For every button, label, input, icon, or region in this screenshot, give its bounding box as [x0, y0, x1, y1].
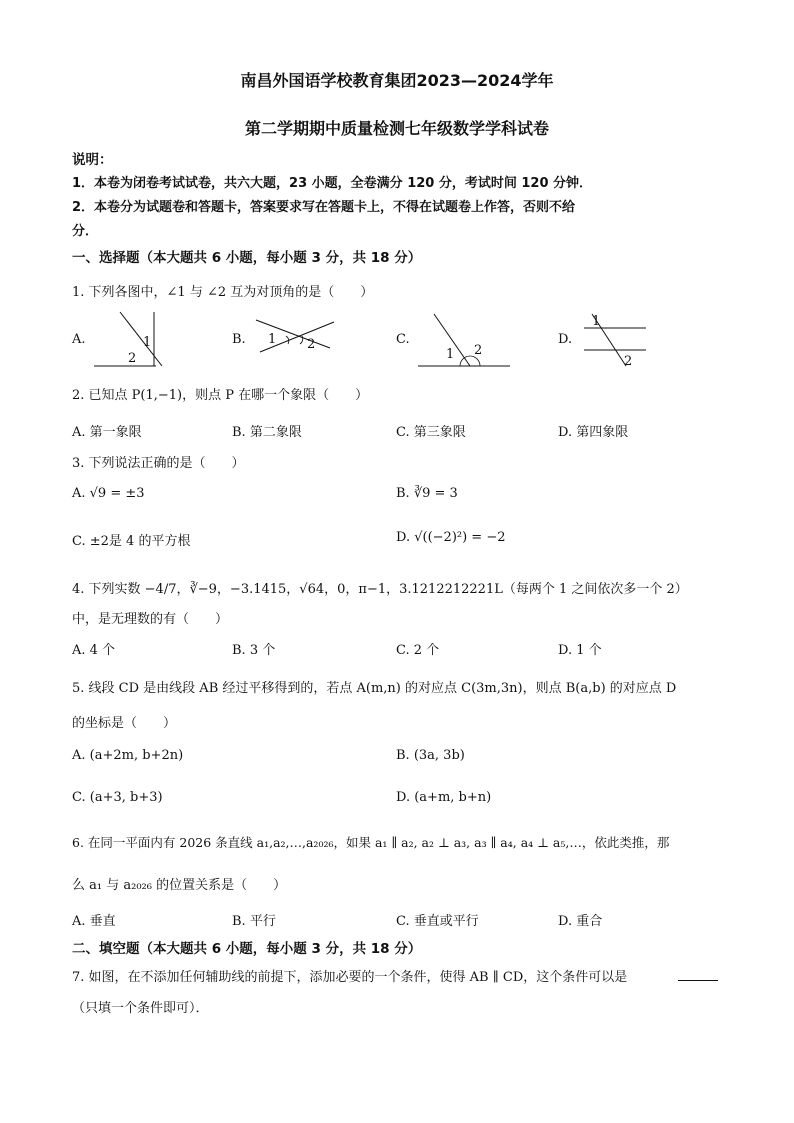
q6-option-b: B. 平行 [232, 914, 276, 929]
q1-a-angle-1: 1 [143, 335, 152, 350]
q7-stem: 7. 如图，在不添加任何辅助线的前提下，添加必要的一个条件，使得 AB ∥ CD，这个条件可以是 [72, 970, 628, 985]
q3-option-b: B. ∛9 = 3 [396, 486, 458, 501]
q4-option-b: B. 3 个 [232, 643, 276, 658]
section-2-heading: 二、填空题（本大题共 6 小题，每小题 3 分，共 18 分） [72, 941, 422, 957]
q2-option-c: C. 第三象限 [396, 425, 466, 440]
q1-figure-d [578, 308, 650, 372]
notes-item-1: 1．本卷为闭卷考试试卷，共六大题，23 小题，全卷满分 120 分，考试时间 120 分钟． [72, 176, 593, 191]
q6-option-d: D. 重合 [558, 914, 603, 929]
q2-option-a: A. 第一象限 [72, 425, 142, 440]
q4-option-a: A. 4 个 [72, 643, 116, 658]
q1-a-angle-2: 2 [128, 351, 137, 366]
q1-d-angle-1: 1 [592, 314, 601, 329]
q4-stem-cont: 中，是无理数的有（ ） [72, 612, 229, 627]
q3-option-a: A. √9 = ±3 [72, 486, 145, 501]
notes-label: 说明： [72, 152, 113, 168]
q1-stem: 1. 下列各图中，∠1 与 ∠2 互为对顶角的是（ ） [72, 285, 374, 300]
q4-option-c: C. 2 个 [396, 643, 440, 658]
q1-option-c-label: C. [396, 332, 410, 347]
q1-c-angle-1: 1 [446, 347, 455, 362]
q2-stem: 2. 已知点 P(1,−1)，则点 P 在哪一个象限（ ） [72, 388, 369, 403]
title-line-1: 南昌外国语学校教育集团2023—2024学年 [240, 71, 554, 90]
q5-stem: 5. 线段 CD 是由线段 AB 经过平移得到的，若点 A(m,n) 的对应点 C(3m,3n)，则点 B(a,b) 的对应点 D [72, 681, 677, 696]
q5-option-a: A. (a+2m, b+2n) [72, 748, 184, 763]
q1-figure-a [88, 308, 168, 372]
q1-option-a-label: A. [72, 332, 86, 347]
q5-option-c: C. (a+3, b+3) [72, 790, 163, 805]
q6-stem-cont: 么 a₁ 与 a₂₀₂₆ 的位置关系是（ ） [72, 878, 287, 893]
q1-figure-b [250, 312, 340, 362]
q1-d-angle-2: 2 [624, 354, 633, 369]
q6-option-a: A. 垂直 [72, 914, 116, 929]
title-line-2: 第二学期期中质量检测七年级数学学科试卷 [244, 119, 549, 138]
notes-item-2: 2．本卷分为试题卷和答题卡，答案要求写在答题卡上，不得在试题卷上作答，否则不给 [72, 200, 576, 215]
q1-option-b-label: B. [232, 332, 246, 347]
q3-stem: 3. 下列说法正确的是（ ） [72, 456, 245, 471]
q5-stem-cont: 的坐标是（ ） [72, 716, 177, 731]
q1-figure-c [414, 308, 514, 372]
q4-option-d: D. 1 个 [558, 643, 602, 658]
q3-option-d: D. √((−2)²) = −2 [396, 530, 506, 545]
section-1-heading: 一、选择题（本大题共 6 小题，每小题 3 分，共 18 分） [72, 250, 422, 266]
q6-stem: 6. 在同一平面内有 2026 条直线 a₁,a₂,…,a₂₀₂₆，如果 a₁ ∥ a₂, a₂ ⊥ a₃, a₃ ∥ a₄, a₄ ⊥ a₅,…，依此类推，那 [72, 835, 670, 850]
q1-b-angle-2: 2 [307, 337, 316, 352]
q5-option-d: D. (a+m, b+n) [396, 790, 492, 805]
q3-option-c: C. ±2是 4 的平方根 [72, 534, 191, 549]
q6-option-c: C. 垂直或平行 [396, 914, 479, 929]
q7-answer-blank [678, 980, 718, 981]
q2-option-d: D. 第四象限 [558, 425, 629, 440]
q4-stem: 4. 下列实数 −4/7，∛−9，−3.1415，√64，0，π−1，3.1212212221L（每两个 1 之间依次多一个 2） [72, 582, 688, 597]
notes-item-2-cont: 分． [72, 224, 99, 239]
q1-c-angle-2: 2 [474, 343, 483, 358]
q2-option-b: B. 第二象限 [232, 425, 302, 440]
q7-stem-cont: （只填一个条件即可）． [72, 1001, 209, 1016]
q1-option-d-label: D. [558, 332, 573, 347]
q1-b-angle-1: 1 [268, 332, 277, 347]
q5-option-b: B. (3a, 3b) [396, 748, 465, 763]
